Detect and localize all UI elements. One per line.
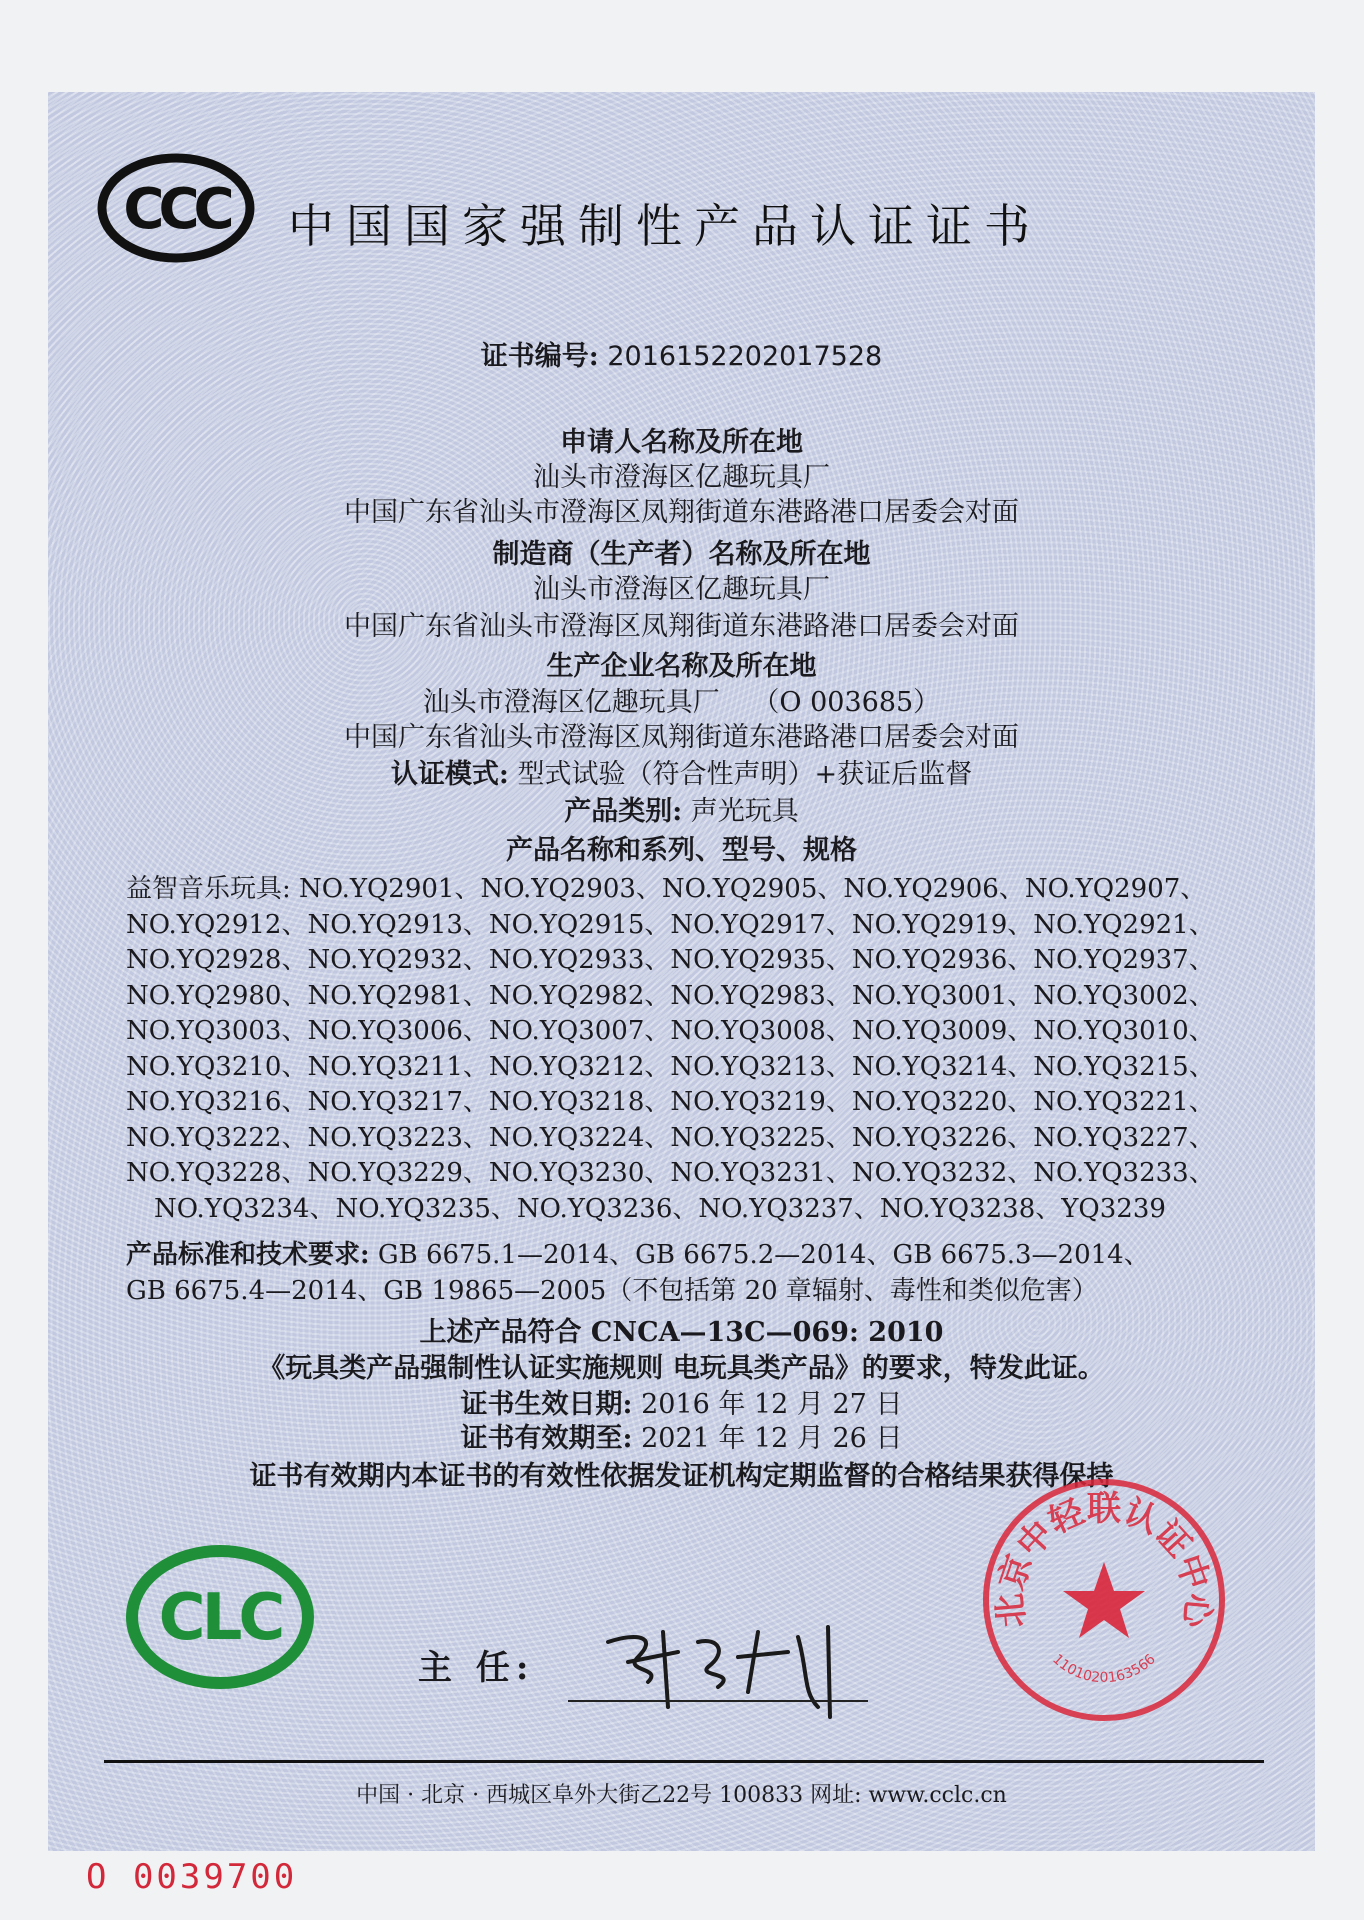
ccc-logo: [96, 152, 256, 264]
product-row: NO.YQ2980、NO.YQ2981、NO.YQ2982、NO.YQ2983、NO.YQ3001、NO.YQ3002、: [126, 980, 1215, 1011]
product-row: NO.YQ3222、NO.YQ3223、NO.YQ3224、NO.YQ3225、NO.YQ3226、NO.YQ3227、: [126, 1122, 1215, 1153]
product-row: NO.YQ2928、NO.YQ2932、NO.YQ2933、NO.YQ2935、NO.YQ2936、NO.YQ2937、: [126, 945, 1215, 975]
effective-date-value: 2016 年 12 月 27 日: [641, 1389, 903, 1420]
standards-line-1: [126, 1234, 1150, 1271]
seal-number-text: 1101020163566: [1049, 1651, 1159, 1687]
expiry-date-label: 证书有效期至:: [460, 1423, 633, 1454]
product-model-list: [126, 872, 1286, 1227]
manufacturer-heading: 制造商（生产者）名称及所在地: [492, 539, 871, 570]
certificate-number: [48, 334, 1315, 373]
factory-address: 中国广东省汕头市澄海区凤翔街道东港路港口居委会对面: [344, 722, 1019, 753]
director-label: 主 任:: [418, 1648, 535, 1688]
svg-text:1101020163566: [1049, 1651, 1159, 1686]
products-heading: 产品名称和系列、型号、规格: [506, 835, 857, 866]
cert-mode: [48, 752, 1315, 791]
expiry-date: [48, 1416, 1315, 1455]
product-row: NO.YQ3234、NO.YQ3235、NO.YQ3236、NO.YQ3237、NO.YQ3238、YQ3239: [154, 1193, 1166, 1224]
product-row: NO.YQ3003、NO.YQ3006、NO.YQ3007、NO.YQ3008、NO.YQ3009、NO.YQ3010、: [126, 1016, 1215, 1046]
applicant-name: 汕头市澄海区亿趣玩具厂: [533, 462, 830, 493]
product-row: NO.YQ3228、NO.YQ3229、NO.YQ3230、NO.YQ3231、NO.YQ3232、NO.YQ3233、: [126, 1158, 1215, 1188]
signature-line: [568, 1700, 868, 1702]
applicant-heading: 申请人名称及所在地: [560, 427, 803, 458]
certificate-number-value: 2016152202017528: [607, 341, 883, 372]
conformity-line-1: 上述产品符合 CNCA—13C—069: 2010: [419, 1317, 944, 1348]
certificate-title: 中国国家强制性产品认证证书: [288, 199, 1042, 253]
applicant-address: 中国广东省汕头市澄海区凤翔街道东港路港口居委会对面: [344, 497, 1019, 528]
official-seal: [974, 1470, 1234, 1730]
standards-value-2: GB 6675.4—2014、GB 19865—2005（不包括第 20 章辐射、毒性和类似危害）: [126, 1276, 1098, 1306]
cert-mode-label: 认证模式:: [390, 759, 509, 790]
product-row: NO.YQ2912、NO.YQ2913、NO.YQ2915、NO.YQ2917、NO.YQ2919、NO.YQ2921、: [126, 909, 1215, 940]
product-category: [48, 789, 1315, 828]
factory-name-line: [48, 680, 1315, 719]
product-row: NO.YQ3210、NO.YQ3211、NO.YQ3212、NO.YQ3213、NO.YQ3214、NO.YQ3215、: [126, 1051, 1215, 1082]
manufacturer-name: 汕头市澄海区亿趣玩具厂: [533, 574, 830, 605]
product-row: 益智音乐玩具: NO.YQ2901、NO.YQ2903、NO.YQ2905、NO.YQ2906、NO.YQ2907、: [126, 874, 1207, 904]
effective-date-label: 证书生效日期:: [460, 1389, 633, 1420]
standards-value-1: GB 6675.1—2014、GB 6675.2—2014、GB 6675.3—2014、: [377, 1240, 1150, 1270]
serial-number: O 0039700: [86, 1857, 298, 1897]
product-category-label: 产品类别:: [564, 796, 683, 827]
clc-logo-text: CLC: [158, 1581, 282, 1655]
standards-label: 产品标准和技术要求:: [126, 1240, 370, 1270]
certificate-sheet: [48, 92, 1315, 1851]
expiry-date-value: 2021 年 12 月 26 日: [641, 1423, 903, 1454]
product-category-value: 声光玩具: [690, 796, 799, 827]
footer-divider: [104, 1760, 1264, 1763]
footer-address: 中国 · 北京 · 西城区阜外大街乙22号 100833 网址: www.cclc.cn: [356, 1783, 1007, 1808]
seal-star-icon: [1063, 1562, 1145, 1638]
manufacturer-address: 中国广东省汕头市澄海区凤翔街道东港路港口居委会对面: [344, 611, 1019, 642]
product-row: NO.YQ3216、NO.YQ3217、NO.YQ3218、NO.YQ3219、NO.YQ3220、NO.YQ3221、: [126, 1087, 1215, 1117]
cert-mode-value: 型式试验（符合性声明）+获证后监督: [517, 759, 973, 790]
director-signature: [568, 1612, 908, 1722]
certificate-number-label: 证书编号:: [480, 341, 599, 372]
clc-logo: [120, 1542, 320, 1692]
factory-heading: 生产企业名称及所在地: [546, 651, 817, 682]
ccc-logo-text: CCC: [123, 177, 229, 242]
factory-code: （O 003685）: [752, 687, 941, 718]
factory-name: 汕头市澄海区亿趣玩具厂: [422, 687, 720, 718]
seal-org-text: 北京中轻联认证中心: [989, 1489, 1219, 1630]
conformity-line-2: 《玩具类产品强制性认证实施规则 电玩具类产品》的要求，特发此证。: [258, 1353, 1105, 1384]
validity-note: 证书有效期内本证书的有效性依据发证机构定期监督的合格结果获得保持: [249, 1461, 1114, 1492]
